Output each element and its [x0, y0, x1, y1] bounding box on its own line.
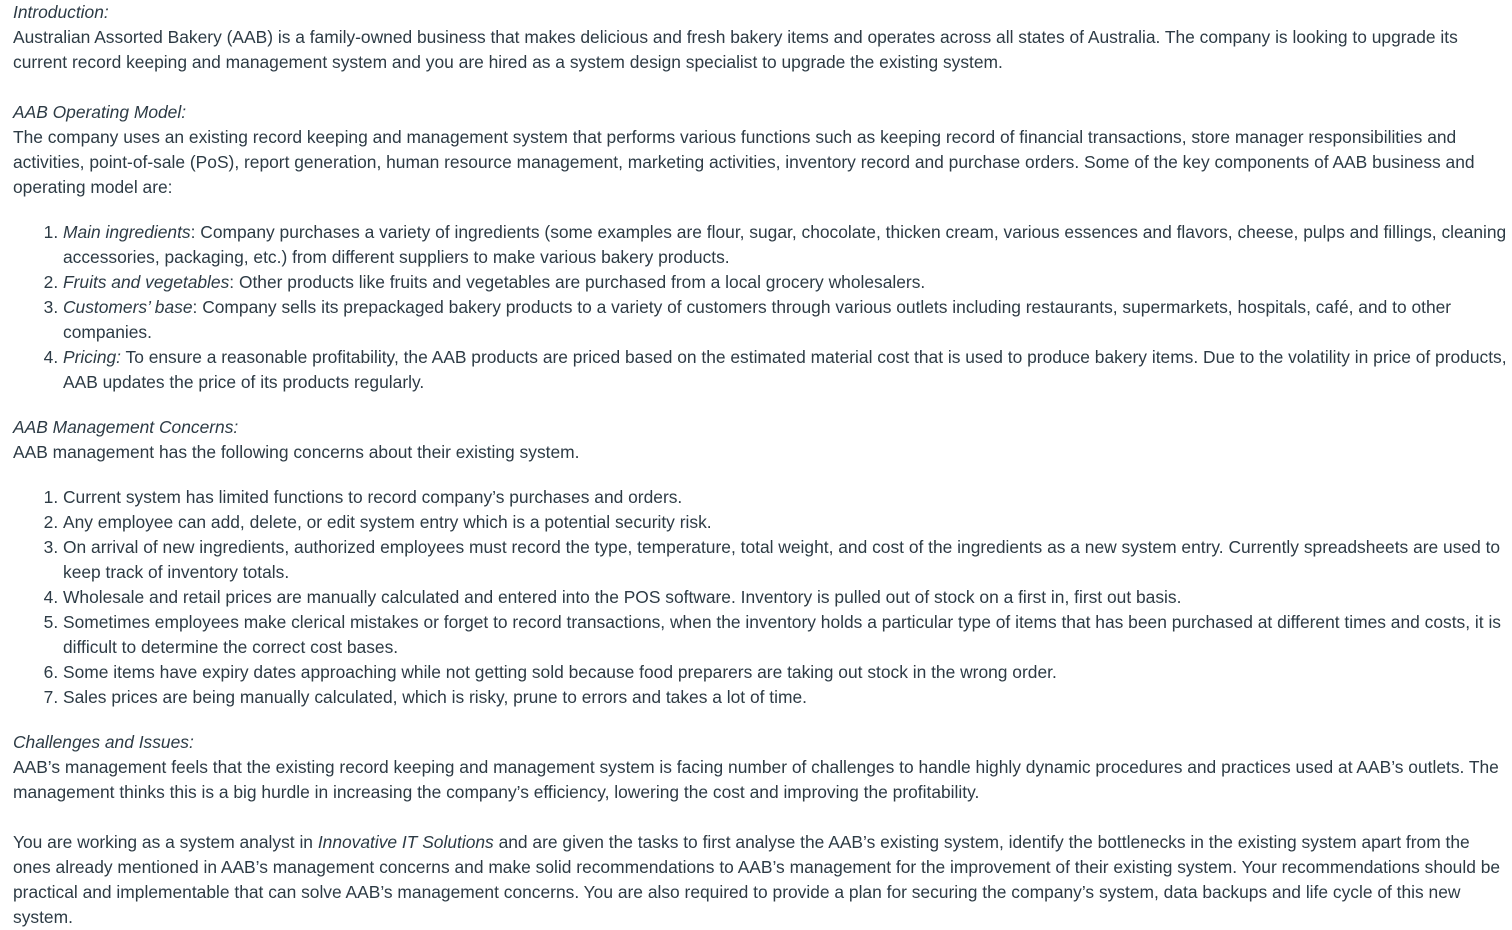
company-name: Innovative IT Solutions [317, 832, 494, 852]
list-item-term: Fruits and vegetables [63, 272, 230, 292]
list-item: 3. On arrival of new ingredients, authorized employees must record the type, temperature, total weight, and cost of the ingredients as a new system entry. Currently spreadsheets are used to keep track of inventory totals. [63, 535, 1508, 585]
list-item [63, 270, 1508, 295]
list-item-text: : Company purchases a variety of ingredients (some examples are flour, sugar, chocolate, thicken cream, various essences and flavors, cheese, pulps and fillings, cleaning accessories, packaging, etc.) from different suppliers to make various bakery products. [63, 222, 1507, 267]
list-item-term: Pricing: [63, 347, 121, 367]
operating-model-list [13, 220, 1508, 395]
list-item: 1. Current system has limited functions to record company’s purchases and orders. [63, 485, 1508, 510]
concerns-heading: AAB Management Concerns: [13, 417, 239, 437]
task-text-before: You are working as a system analyst in [13, 832, 318, 852]
list-item: 4. Wholesale and retail prices are manually calculated and entered into the POS software. Inventory is pulled out of stock on a first in, first out basis. [63, 585, 1508, 610]
challenges-text: AAB’s management feels that the existing record keeping and management system is facing number of challenges to handle highly dynamic procedures and practices used at AAB’s outlets. The management thinks this is a big hurdle in increasing the company’s efficiency, lowering the cost and improving the profitability. [13, 757, 1499, 802]
list-item [63, 345, 1508, 395]
operating-model-text: The company uses an existing record keeping and management system that performs various functions such as keeping record of financial transactions, store manager responsibilities and activities, point-of-sale (PoS), report generation, human resource management, marketing activities, inventory record and purchase orders. Some of the key components of AAB business and operating model are: [13, 127, 1475, 197]
list-item-text: To ensure a reasonable profitability, the AAB products are priced based on the estimated material cost that is used to produce bakery items. Due to the volatility in price of products, AAB updates the price of its products regularly. [63, 347, 1507, 392]
list-item [63, 220, 1508, 270]
challenges-heading: Challenges and Issues: [13, 732, 194, 752]
list-item-text: : Other products like fruits and vegetables are purchased from a local grocery wholesalers. [229, 272, 926, 292]
list-item [63, 295, 1508, 345]
list-item: 6. Some items have expiry dates approaching while not getting sold because food preparers are taking out stock in the wrong order. [63, 660, 1508, 685]
introduction-text: Australian Assorted Bakery (AAB) is a family-owned business that makes delicious and fresh bakery items and operates across all states of Australia. The company is looking to upgrade its current record keeping and management system and you are hired as a system design specialist to upgrade the existing system. [13, 27, 1458, 72]
operating-model-heading: AAB Operating Model: [13, 102, 187, 122]
task-text-after: and are given the tasks to first analyse the AAB’s existing system, identify the bottlenecks in the existing system apart from the ones already mentioned in AAB’s management concerns and make solid recommendations to AAB’s management for the improvement of their existing system. Your recommendations should be practical and implementable that can solve AAB’s management concerns. You are also required to provide a plan for securing the company’s system, data backups and life cycle of this new system. [13, 832, 1501, 927]
list-item-term: Main ingredients [63, 222, 191, 242]
list-item-term: Customers’ base [63, 297, 193, 317]
list-item-text: : Company sells its prepackaged bakery products to a variety of customers through various outlets including restaurants, supermarkets, hospitals, café, and to other companies. [63, 297, 1452, 342]
list-item: 5. Sometimes employees make clerical mistakes or forget to record transactions, when the inventory holds a particular type of items that has been purchased at different times and costs, it is difficult to determine the correct cost bases. [63, 610, 1508, 660]
concerns-list [13, 485, 1508, 710]
list-item: 2. Any employee can add, delete, or edit system entry which is a potential security risk. [63, 510, 1508, 535]
concerns-text: AAB management has the following concerns about their existing system. [13, 442, 580, 462]
introduction-heading: Introduction: [13, 2, 109, 22]
task-text [13, 830, 1508, 930]
list-item: 7. Sales prices are being manually calculated, which is risky, prune to errors and takes a lot of time. [63, 685, 1508, 710]
